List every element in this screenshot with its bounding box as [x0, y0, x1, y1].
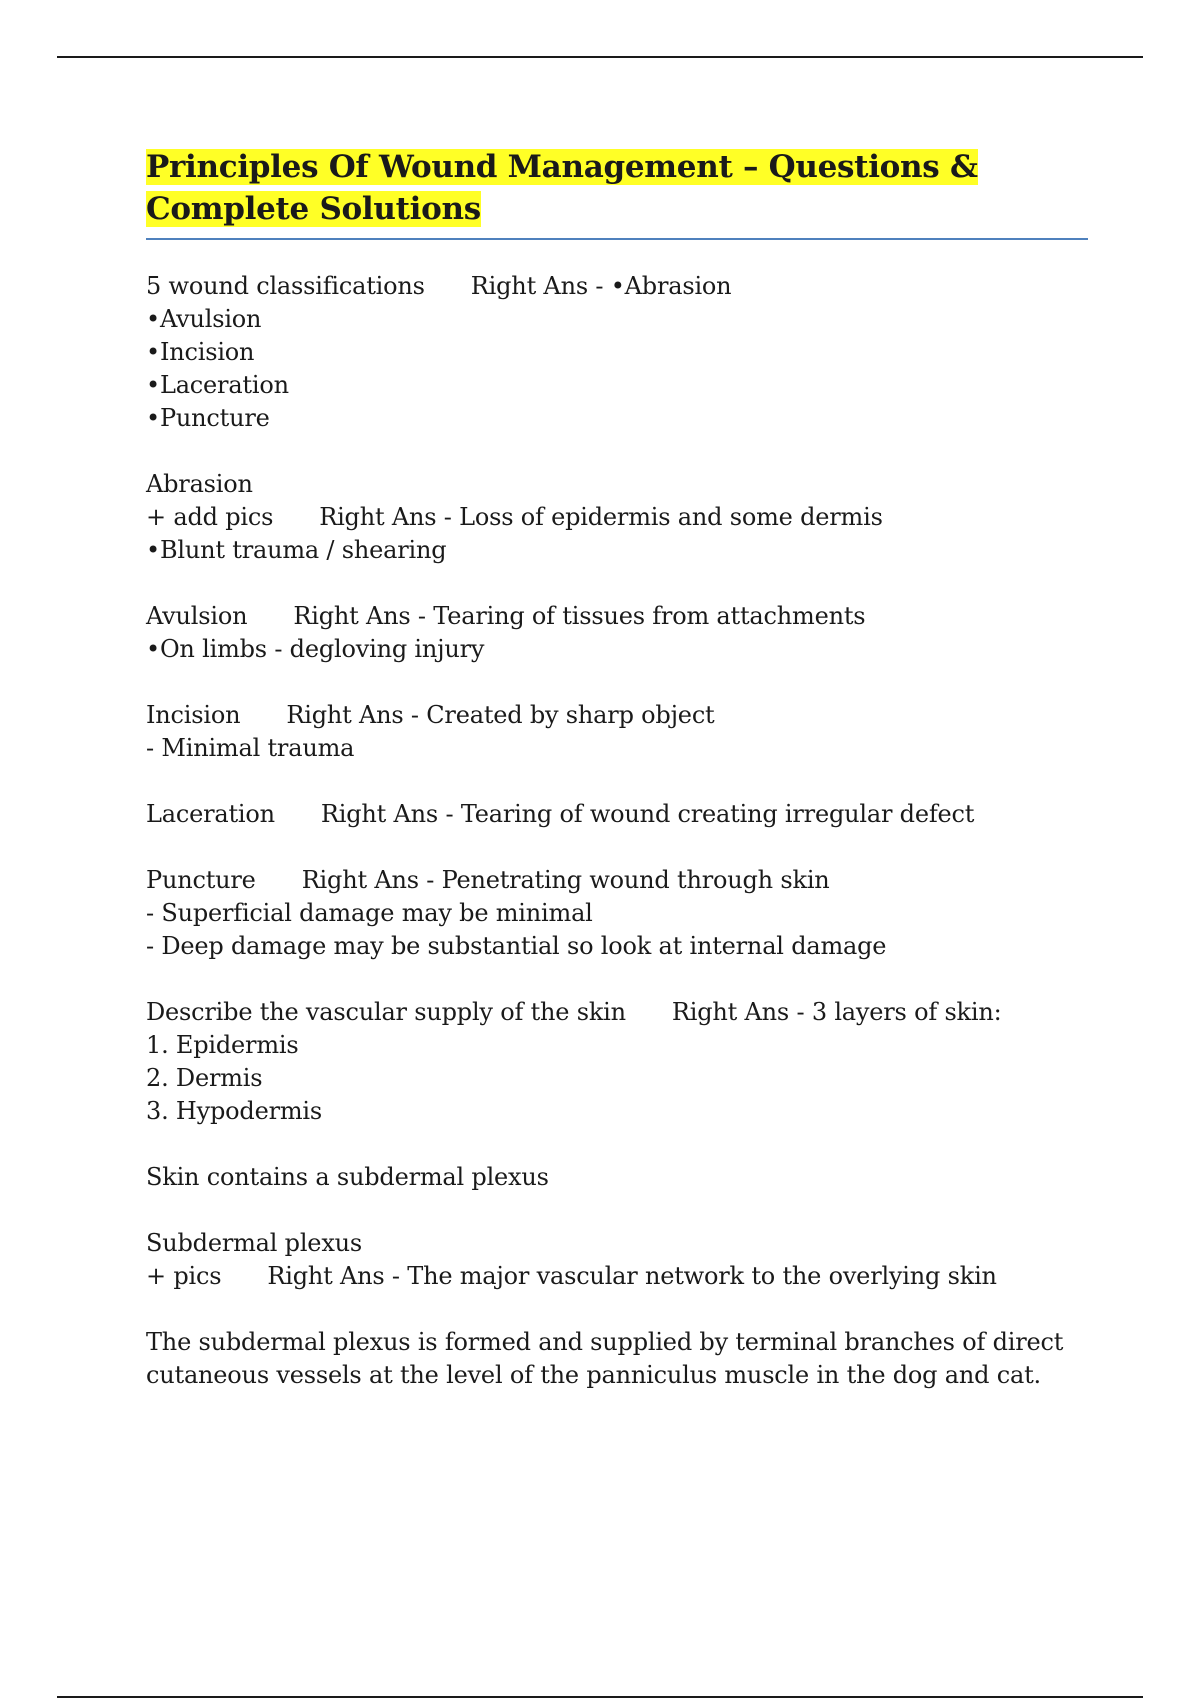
note-text: Skin contains a subdermal plexus [146, 1163, 549, 1191]
question-line: Subdermal plexus [146, 1229, 363, 1257]
qa-item [146, 600, 1090, 666]
answer-line: 2. Dermis [146, 1064, 263, 1092]
answer-line: - Superficial damage may be minimal [146, 899, 593, 927]
answer-text: Right Ans - Loss of epidermis and some dermis [319, 503, 883, 531]
qa-line [146, 996, 1090, 1029]
page-top-rule [57, 56, 1143, 58]
question-text: Incision [146, 701, 241, 729]
title-line-1: Principles Of Wound Management – Questions & [146, 149, 978, 185]
qa-list [146, 270, 1090, 1128]
qa-line [146, 864, 1090, 897]
qa-item [146, 864, 1090, 963]
answer-line: •Avulsion [146, 305, 262, 333]
answer-text: Right Ans - Penetrating wound through skin [301, 866, 830, 894]
qa-last [146, 1227, 1090, 1293]
qa-item [146, 798, 1090, 831]
answer-line: •On limbs - degloving injury [146, 635, 485, 663]
question-text: Describe the vascular supply of the skin [146, 998, 626, 1026]
title-line-2: Complete Solutions [146, 191, 481, 227]
qa-line [146, 699, 1090, 732]
answer-line: •Puncture [146, 404, 270, 432]
document-body [146, 146, 1090, 1425]
qa-item [146, 468, 1090, 567]
question-text: Avulsion [146, 602, 248, 630]
answer-line: 3. Hypodermis [146, 1097, 323, 1125]
answer-line: - Minimal trauma [146, 734, 355, 762]
answer-text: Right Ans - Tearing of wound creating irregular defect [320, 800, 975, 828]
answer-line: •Incision [146, 338, 255, 366]
answer-text: Right Ans - 3 layers of skin: [671, 998, 1002, 1026]
question-line: Abrasion [146, 470, 253, 498]
note-block [146, 1161, 1090, 1194]
note-text: The subdermal plexus is formed and supplied by terminal branches of direct [146, 1328, 1064, 1356]
question-text: Laceration [146, 800, 275, 828]
question-text: Puncture [146, 866, 256, 894]
note-block [146, 1326, 1090, 1392]
question-text: + pics [146, 1262, 222, 1290]
qa-line [146, 270, 1090, 303]
title-underline [146, 238, 1088, 240]
qa-line [146, 798, 1090, 831]
question-text: + add pics [146, 503, 274, 531]
qa-item [146, 1227, 1090, 1293]
answer-line: 1. Epidermis [146, 1031, 299, 1059]
qa-item [146, 996, 1090, 1128]
answer-text: Right Ans - The major vascular network to the overlying skin [267, 1262, 997, 1290]
document-title [146, 146, 1090, 230]
question-text: 5 wound classifications [146, 272, 425, 300]
qa-item [146, 699, 1090, 765]
answer-line: •Laceration [146, 371, 289, 399]
qa-line [146, 501, 1090, 534]
qa-item [146, 270, 1090, 435]
answer-text: Right Ans - Tearing of tissues from attachments [293, 602, 866, 630]
note-text: cutaneous vessels at the level of the panniculus muscle in the dog and cat. [146, 1361, 1041, 1389]
page-bottom-rule [57, 1696, 1143, 1698]
qa-line [146, 600, 1090, 633]
qa-line [146, 1260, 1090, 1293]
answer-text: Right Ans - Created by sharp object [286, 701, 715, 729]
answer-line: - Deep damage may be substantial so look at internal damage [146, 932, 887, 960]
answer-text: Right Ans - •Abrasion [470, 272, 732, 300]
answer-line: •Blunt trauma / shearing [146, 536, 447, 564]
